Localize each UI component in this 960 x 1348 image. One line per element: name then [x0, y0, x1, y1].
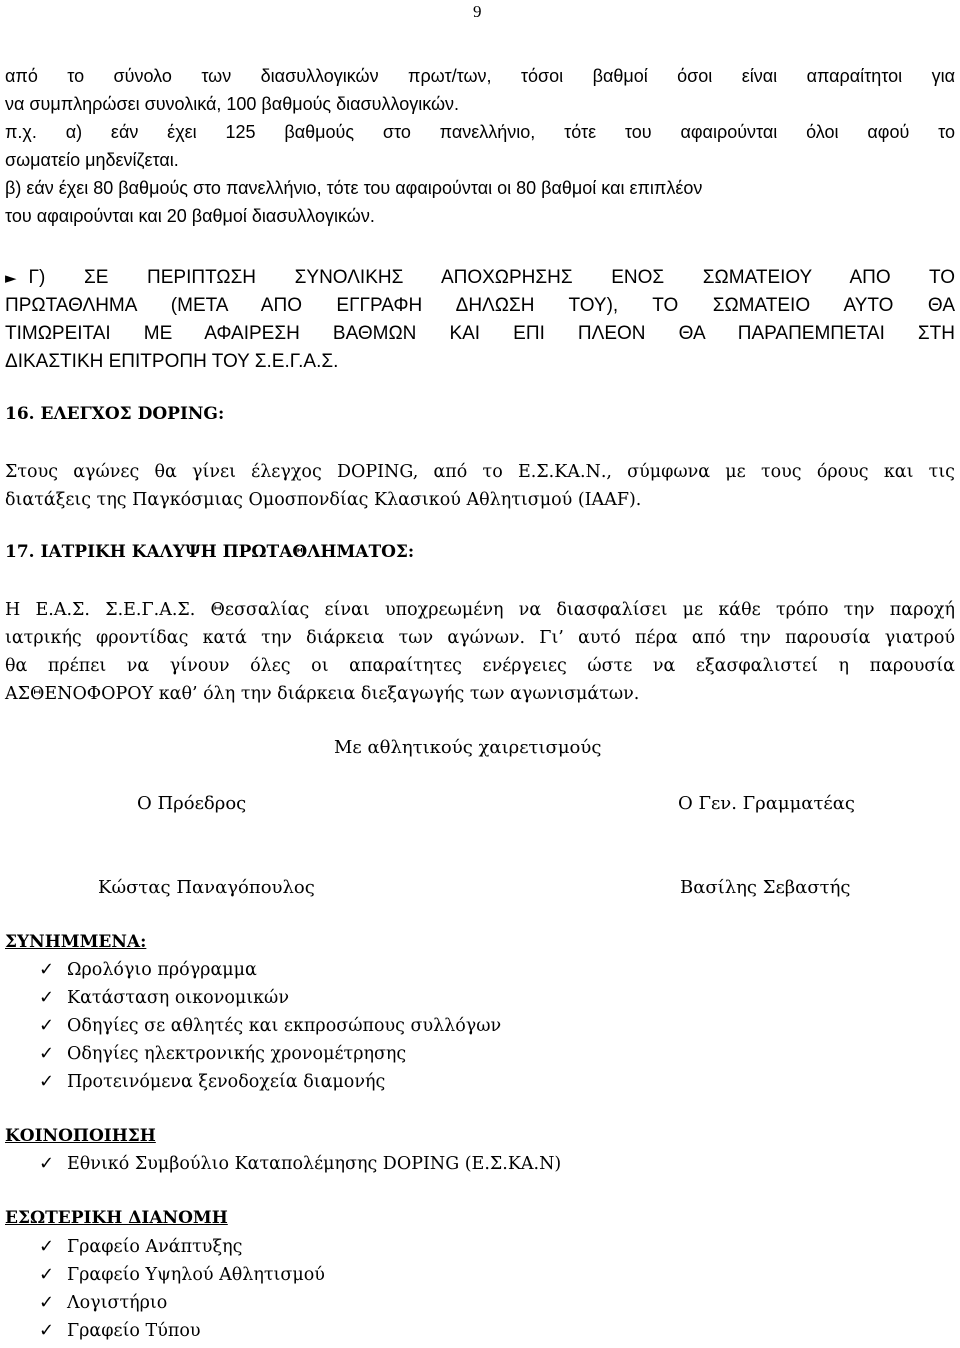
- check-icon: ✓: [39, 1015, 55, 1036]
- notice-line: ► Γ) ΣΕ ΠΕΡΙΠΤΩΣΗ ΣΥΝΟΛΙΚΗΣ ΑΠΟΧΩΡΗΣΗΣ ΕΝΟΣ ΣΩΜΑΤΕΙΟΥ ΑΠΟ ΤΟ: [5, 264, 955, 292]
- list-item: ✓ Γραφείο Ανάπτυξης: [5, 1233, 325, 1261]
- intro-line: π.χ. α) εάν έχει 125 βαθμούς στο πανελλήνιο, τότε του αφαιρούνται όλοι αφού το: [5, 122, 955, 142]
- check-icon: ✓: [39, 1071, 55, 1092]
- check-icon: ✓: [39, 1320, 55, 1341]
- signature-role-president: Ο Πρόεδρος: [137, 793, 247, 814]
- medical-line: Η Ε.Α.Σ. Σ.Ε.Γ.Α.Σ. Θεσσαλίας είναι υποχρεωμένη να διασφαλίσει με κάθε τρόπο την παροχή: [5, 600, 955, 620]
- medical-line: θα πρέπει να γίνουν όλες οι απαραίτητες ενέργειες ώστε να εξασφαλιστεί η παρουσία: [5, 656, 955, 676]
- signature-role-secretary: Ο Γεν. Γραμματέας: [678, 793, 855, 814]
- page-number: 9: [473, 2, 482, 21]
- check-icon: ✓: [39, 1236, 55, 1257]
- signature-name-president: Κώστας Παναγόπουλος: [98, 877, 315, 898]
- intro-line: να συμπληρώσει συνολικά, 100 βαθμούς διασυλλογικών.: [5, 94, 460, 114]
- list-item: ✓ Εθνικό Συμβούλιο Καταπολέμησης DOPING (Ε.Σ.ΚΑ.Ν): [5, 1150, 561, 1178]
- list-item: ✓ Κατάσταση οικονομικών: [5, 984, 501, 1012]
- intro-line: από το σύνολο των διασυλλογικών πρωτ/των, τόσοι βαθμοί όσοι είναι απαραίτητοι για: [5, 66, 955, 86]
- list-item: ✓ Ωρολόγιο πρόγραμμα: [5, 956, 501, 984]
- doping-line: Στους αγώνες θα γίνει έλεγχος DOPING, από το Ε.Σ.ΚΑ.Ν., σύμφωνα με τους όρους και τις: [5, 462, 955, 482]
- notification-list: [5, 1150, 561, 1178]
- notice-line: ΔΙΚΑΣΤΙΚΗ ΕΠΙΤΡΟΠΗ ΤΟΥ Σ.Ε.Γ.Α.Σ.: [5, 351, 339, 372]
- signature-name-secretary: Βασίλης Σεβαστής: [680, 877, 851, 898]
- list-item: ✓ Γραφείο Υψηλού Αθλητισμού: [5, 1261, 325, 1289]
- list-item: ✓ Γραφείο Τύπου: [5, 1317, 325, 1345]
- attachments-heading: ΣΥΝΗΜΜΕΝΑ:: [5, 932, 147, 952]
- internal-distribution-heading: ΕΣΩΤΕΡΙΚΗ ΔΙΑΝΟΜΗ: [5, 1208, 228, 1228]
- medical-line: ιατρικής φροντίδας κατά την διάρκεια των αγώνων. Γι’ αυτό πέρα από την παρουσία γιατρού: [5, 628, 955, 648]
- right-triangle-icon: ►: [5, 269, 17, 287]
- doping-heading: 16. ΕΛΕΓΧΟΣ DOPING:: [5, 404, 225, 424]
- check-icon: ✓: [39, 1043, 55, 1064]
- intro-line: του αφαιρούνται και 20 βαθμοί διασυλλογικών.: [5, 206, 375, 226]
- check-icon: ✓: [39, 987, 55, 1008]
- notice-line: ΤΙΜΩΡΕΙΤΑΙ ΜΕ ΑΦΑΙΡΕΣΗ ΒΑΘΜΩΝ ΚΑΙ ΕΠΙ ΠΛΕΟΝ ΘΑ ΠΑΡΑΠΕΜΠΕΤΑΙ ΣΤΗ: [5, 323, 955, 344]
- internal-distribution-list: [5, 1233, 325, 1345]
- list-item: ✓ Προτεινόμενα ξενοδοχεία διαμονής: [5, 1068, 501, 1096]
- check-icon: ✓: [39, 1264, 55, 1285]
- intro-line: σωματείο μηδενίζεται.: [5, 150, 179, 170]
- medical-heading: 17. ΙΑΤΡΙΚΗ ΚΑΛΥΨΗ ΠΡΩΤΑΘΛΗΜΑΤΟΣ:: [5, 542, 415, 562]
- intro-paragraph: [5, 62, 955, 230]
- list-item: ✓ Οδηγίες ηλεκτρονικής χρονομέτρησης: [5, 1040, 501, 1068]
- check-icon: ✓: [39, 959, 55, 980]
- list-item: ✓ Λογιστήριο: [5, 1289, 325, 1317]
- notice-line: ΠΡΩΤΑΘΛΗΜΑ (ΜΕΤΑ ΑΠΟ ΕΓΓΡΑΦΗ ΔΗΛΩΣΗ ΤΟΥ), ΤΟ ΣΩΜΑΤΕΙΟ ΑΥΤΟ ΘΑ: [5, 295, 955, 316]
- intro-line: β) εάν έχει 80 βαθμούς στο πανελλήνιο, τότε του αφαιρούνται οι 80 βαθμοί και επιπλέον: [5, 178, 703, 198]
- medical-paragraph: [5, 596, 955, 708]
- closing-greeting: Με αθλητικούς χαιρετισμούς: [334, 737, 602, 758]
- withdrawal-notice: [5, 264, 955, 376]
- medical-line: ΑΣΘΕΝΟΦΟΡΟΥ καθ’ όλη την διάρκεια διεξαγωγής των αγωνισμάτων.: [5, 684, 640, 704]
- attachments-list: [5, 956, 501, 1096]
- check-icon: ✓: [39, 1153, 55, 1174]
- list-item: ✓ Οδηγίες σε αθλητές και εκπροσώπους συλλόγων: [5, 1012, 501, 1040]
- notification-heading: ΚΟΙΝΟΠΟΙΗΣΗ: [5, 1126, 156, 1146]
- doping-line: διατάξεις της Παγκόσμιας Ομοσπονδίας Κλασικού Αθλητισμού (IAAF).: [5, 490, 642, 510]
- check-icon: ✓: [39, 1292, 55, 1313]
- doping-paragraph: [5, 458, 955, 514]
